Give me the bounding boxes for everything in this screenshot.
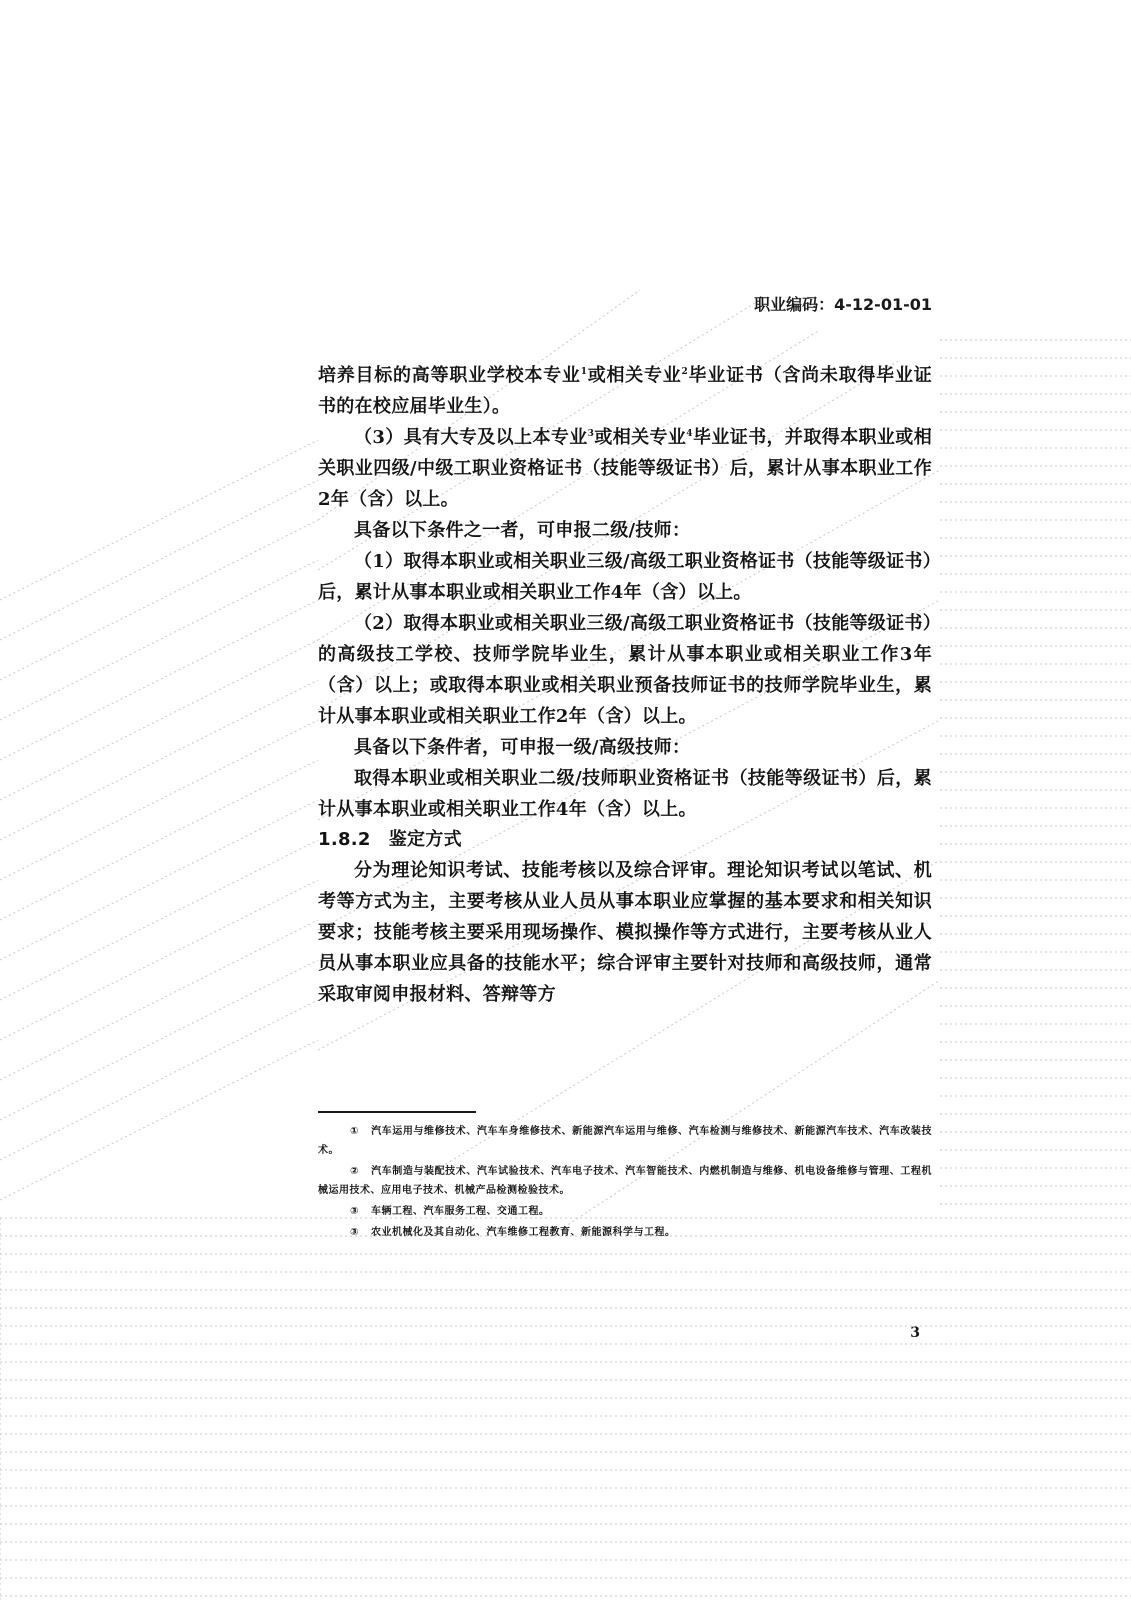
paragraph-4: （1）取得本职业或相关职业三级/高级工职业资格证书（技能等级证书）后，累计从事本职业或相关职业工作4年（含）以上。: [318, 551, 932, 603]
paragraph-7: 取得本职业或相关职业二级/技师职业资格证书（技能等级证书）后，累计从事本职业或相关职业工作4年（含）以上。: [318, 768, 932, 820]
footnotes: [318, 1122, 932, 1244]
footnote-ref: 3: [587, 429, 595, 439]
text-run: 毕业证书（含尚未取得毕业证书的在校应届毕业生）。: [318, 365, 933, 417]
text-run: 培养目标的高等职业学校本专业: [318, 365, 581, 386]
footnote: [318, 1202, 932, 1221]
section-title: 鉴定方式: [388, 829, 462, 850]
text-run: 或相关专业: [587, 365, 682, 386]
paragraph-6: 具备以下条件者，可申报一级/高级技师：: [354, 737, 691, 758]
section-heading: [318, 825, 932, 855]
footnote-mark: ①: [350, 1126, 360, 1137]
section-number: 1.8.2: [318, 829, 371, 850]
footnote-ref: 4: [686, 429, 693, 439]
page-number: 3: [910, 1325, 920, 1341]
footnote: [318, 1122, 932, 1160]
paragraph-2: [318, 422, 932, 515]
footnote-text: 汽车制造与装配技术、汽车试验技术、汽车电子技术、汽车智能技术、内燃机制造与维修、机电设备维修与管理、工程机械运用技术、应用电子技术、机械产品检测检验技术。: [318, 1166, 933, 1196]
footnote-text: 车辆工程、汽车服务工程、交通工程。: [370, 1206, 550, 1217]
footnote-text: 汽车运用与维修技术、汽车车身维修技术、新能源汽车运用与维修、汽车检测与维修技术、新能源汽车技术、汽车改装技术。: [318, 1126, 933, 1156]
paragraph-1: [318, 360, 932, 422]
paragraph-3: 具备以下条件之一者，可申报二级/技师：: [354, 520, 691, 541]
text-run: 或相关专业: [594, 427, 687, 448]
footnote-mark: ③: [350, 1227, 359, 1238]
text-run: （3）具有大专及以上本专业: [354, 427, 588, 448]
text-run: 毕业证书，并取得本职业或相关职业四级/中级工职业资格证书（技能等级证书）后，累计从事本职业工作2年（含）以上。: [318, 427, 932, 510]
footnote-mark: ②: [350, 1166, 360, 1177]
footnote-mark: ③: [350, 1206, 359, 1217]
paragraph-8: 分为理论知识考试、技能考核以及综合评审。理论知识考试以笔试、机考等方式为主，主要考核从业人员从事本职业应掌握的基本要求和相关知识要求；技能考核主要采用现场操作、模拟操作等方式进行，主要考核从业人员从事本职业应具备的技能水平；综合评审主要针对技师和高级技师，通常采取审阅申报材料、答辩等方: [318, 860, 932, 1005]
footnote-ref: 1: [580, 367, 588, 377]
footnote: [318, 1162, 932, 1200]
paragraph-5: （2）取得本职业或相关职业三级/高级工职业资格证书（技能等级证书）的高级技工学校、技师学院毕业生，累计从事本职业或相关职业工作3年（含）以上；或取得本职业或相关职业预备技师证书的技师学院毕业生，累计从事本职业或相关职业工作2年（含）以上。: [318, 613, 932, 727]
footnote-text: 农业机械化及其自动化、汽车维修工程教育、新能源科学与工程。: [370, 1227, 676, 1238]
footnote: [318, 1223, 932, 1242]
footnote-ref: 2: [681, 367, 689, 377]
occupation-code: 职业编码：4-12-01-01: [754, 295, 932, 314]
footnote-divider: [318, 1111, 476, 1113]
body-text: [318, 360, 932, 1010]
